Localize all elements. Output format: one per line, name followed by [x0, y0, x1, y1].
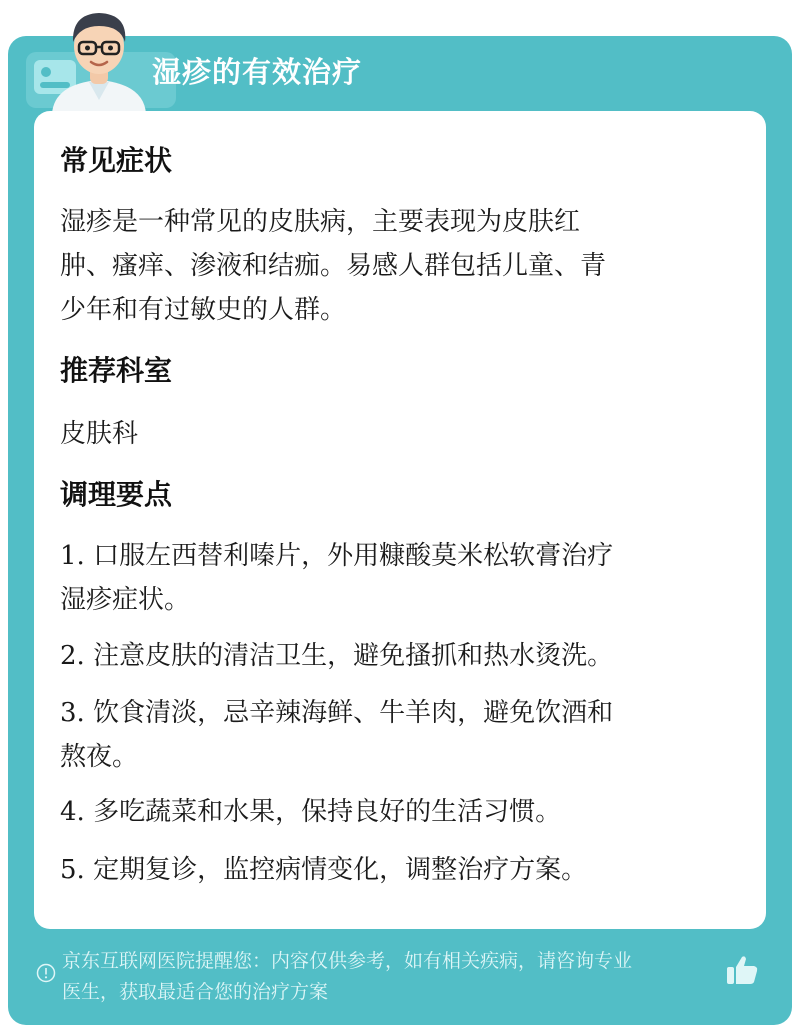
symptoms-line: 少年和有过敏史的人群。 [60, 295, 347, 325]
care-item-number: 1. [60, 541, 85, 571]
care-item-text: 注意皮肤的清洁卫生，避免搔抓和热水烫洗。 [93, 641, 614, 671]
care-item-text: 多吃蔬菜和水果，保持良好的生活习惯。 [93, 797, 562, 827]
section-title-department: 推荐科室 [60, 354, 173, 387]
page-title: 湿疹的有效治疗 [152, 55, 363, 89]
doctor-avatar [44, 4, 154, 114]
care-item [60, 848, 730, 892]
department-text: 皮肤科 [60, 419, 139, 449]
thumbs-up-icon[interactable] [724, 952, 760, 988]
care-item-number: 5. [60, 855, 85, 885]
disclaimer-text [62, 946, 730, 1008]
symptoms-text [60, 200, 730, 332]
care-item [60, 691, 730, 779]
section-title-care-points: 调理要点 [60, 478, 173, 511]
info-icon [36, 963, 56, 983]
care-item [60, 534, 730, 622]
care-item [60, 790, 730, 834]
care-item-number: 3. [60, 698, 85, 728]
care-item-text: 熬夜。 [60, 742, 139, 772]
care-item-text: 口服左西替利嗪片，外用糠酸莫米松软膏治疗 [93, 541, 614, 571]
care-item-number: 2. [60, 641, 85, 671]
symptoms-line: 湿疹是一种常见的皮肤病，主要表现为皮肤红 [60, 207, 581, 237]
care-item [60, 634, 730, 678]
care-item-text: 定期复诊，监控病情变化，调整治疗方案。 [93, 855, 588, 885]
disclaimer-line: 京东互联网医院提醒您：内容仅供参考，如有相关疾病，请咨询专业 [62, 950, 633, 972]
symptoms-line: 肿、瘙痒、渗液和结痂。易感人群包括儿童、青 [60, 251, 607, 281]
disclaimer-line: 医生，获取最适合您的治疗方案 [62, 981, 329, 1003]
care-item-text: 湿疹症状。 [60, 585, 191, 615]
care-item-number: 4. [60, 797, 85, 827]
care-item-text: 饮食清淡，忌辛辣海鲜、牛羊肉，避免饮酒和 [93, 698, 614, 728]
section-title-symptoms: 常见症状 [60, 144, 173, 177]
